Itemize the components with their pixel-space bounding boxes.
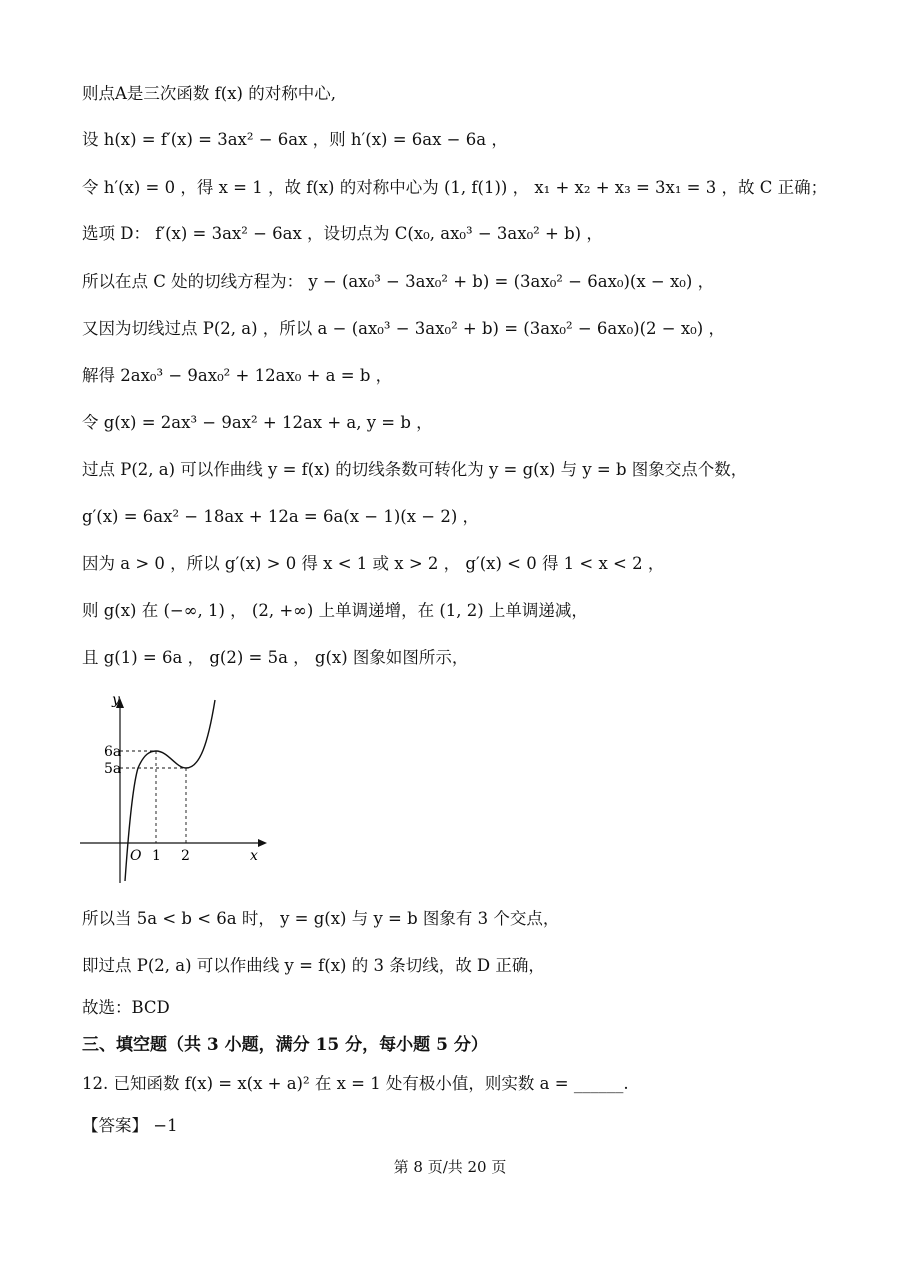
question-12: 12. 已知函数 f(x) = x(x + a)² 在 x = 1 处有极小值，则实数 a = ______. [82, 1074, 629, 1093]
text-line-7: 解得 2ax₀³ − 9ax₀² + 12ax₀ + a = b ， [82, 366, 393, 385]
text-line-14: 所以当 5a < b < 6a 时， y = g(x) 与 y = b 图象有 3 个交点， [82, 909, 560, 928]
cubic-graph [80, 688, 280, 888]
page-footer: 第 8 页/共 20 页 [393, 1158, 507, 1176]
text-line-13: 且 g(1) = 6a ， g(2) = 5a ， g(x) 图象如图所示， [82, 648, 469, 667]
answer-line: 【答案】 −1 [82, 1116, 178, 1135]
text-line-2: 设 h(x) = f′(x) = 3ax² − 6ax ，则 h′(x) = 6ax − 6a ， [82, 130, 508, 149]
text-line-3: 令 h′(x) = 0 ，得 x = 1 ，故 f(x) 的对称中心为 (1, f(1)) ， x₁ + x₂ + x₃ = 3x₁ = 3 ，故 C 正确； [82, 178, 828, 197]
text-line-12: 则 g(x) 在 (−∞, 1) ， (2, +∞) 上单调递增，在 (1, 2) 上单调递减， [82, 601, 588, 620]
origin-label: O [130, 848, 142, 864]
tick-label-1: 1 [152, 848, 161, 864]
text-line-5: 所以在点 C 处的切线方程为： y − (ax₀³ − 3ax₀² + b) = (3ax₀² − 6ax₀)(x − x₀) ， [82, 272, 715, 291]
text-line-6: 又因为切线过点 P(2, a) ，所以 a − (ax₀³ − 3ax₀² + b) = (3ax₀² − 6ax₀)(2 − x₀) ， [82, 319, 725, 338]
x-axis-label: x [250, 848, 258, 864]
text-line-16: 故选：BCD [82, 998, 170, 1017]
y-axis-label: y [112, 692, 120, 708]
tick-label-2: 2 [181, 848, 190, 864]
level-label-6a: 6a [104, 744, 122, 760]
text-line-10: g′(x) = 6ax² − 18ax + 12a = 6a(x − 1)(x − 2) ， [82, 507, 480, 526]
x-axis-arrow [258, 839, 267, 847]
text-line-15: 即过点 P(2, a) 可以作曲线 y = f(x) 的 3 条切线，故 D 正确， [82, 956, 545, 975]
section-title: 三、填空题（共 3 小题，满分 15 分，每小题 5 分） [82, 1035, 488, 1055]
text-line-1: 则点A是三次函数 f(x) 的对称中心, [82, 84, 336, 103]
text-line-4: 选项 D： f′(x) = 3ax² − 6ax ，设切点为 C(x₀, ax₀³ − 3ax₀² + b) ， [82, 224, 603, 243]
text-line-11: 因为 a > 0 ，所以 g′(x) > 0 得 x < 1 或 x > 2 ， g′(x) < 0 得 1 < x < 2 ， [82, 554, 665, 573]
text-line-8: 令 g(x) = 2ax³ − 9ax² + 12ax + a, y = b ， [82, 413, 433, 432]
text-line-9: 过点 P(2, a) 可以作曲线 y = f(x) 的切线条数可转化为 y = g(x) 与 y = b 图象交点个数， [82, 460, 748, 479]
level-label-5a: 5a [104, 761, 122, 777]
